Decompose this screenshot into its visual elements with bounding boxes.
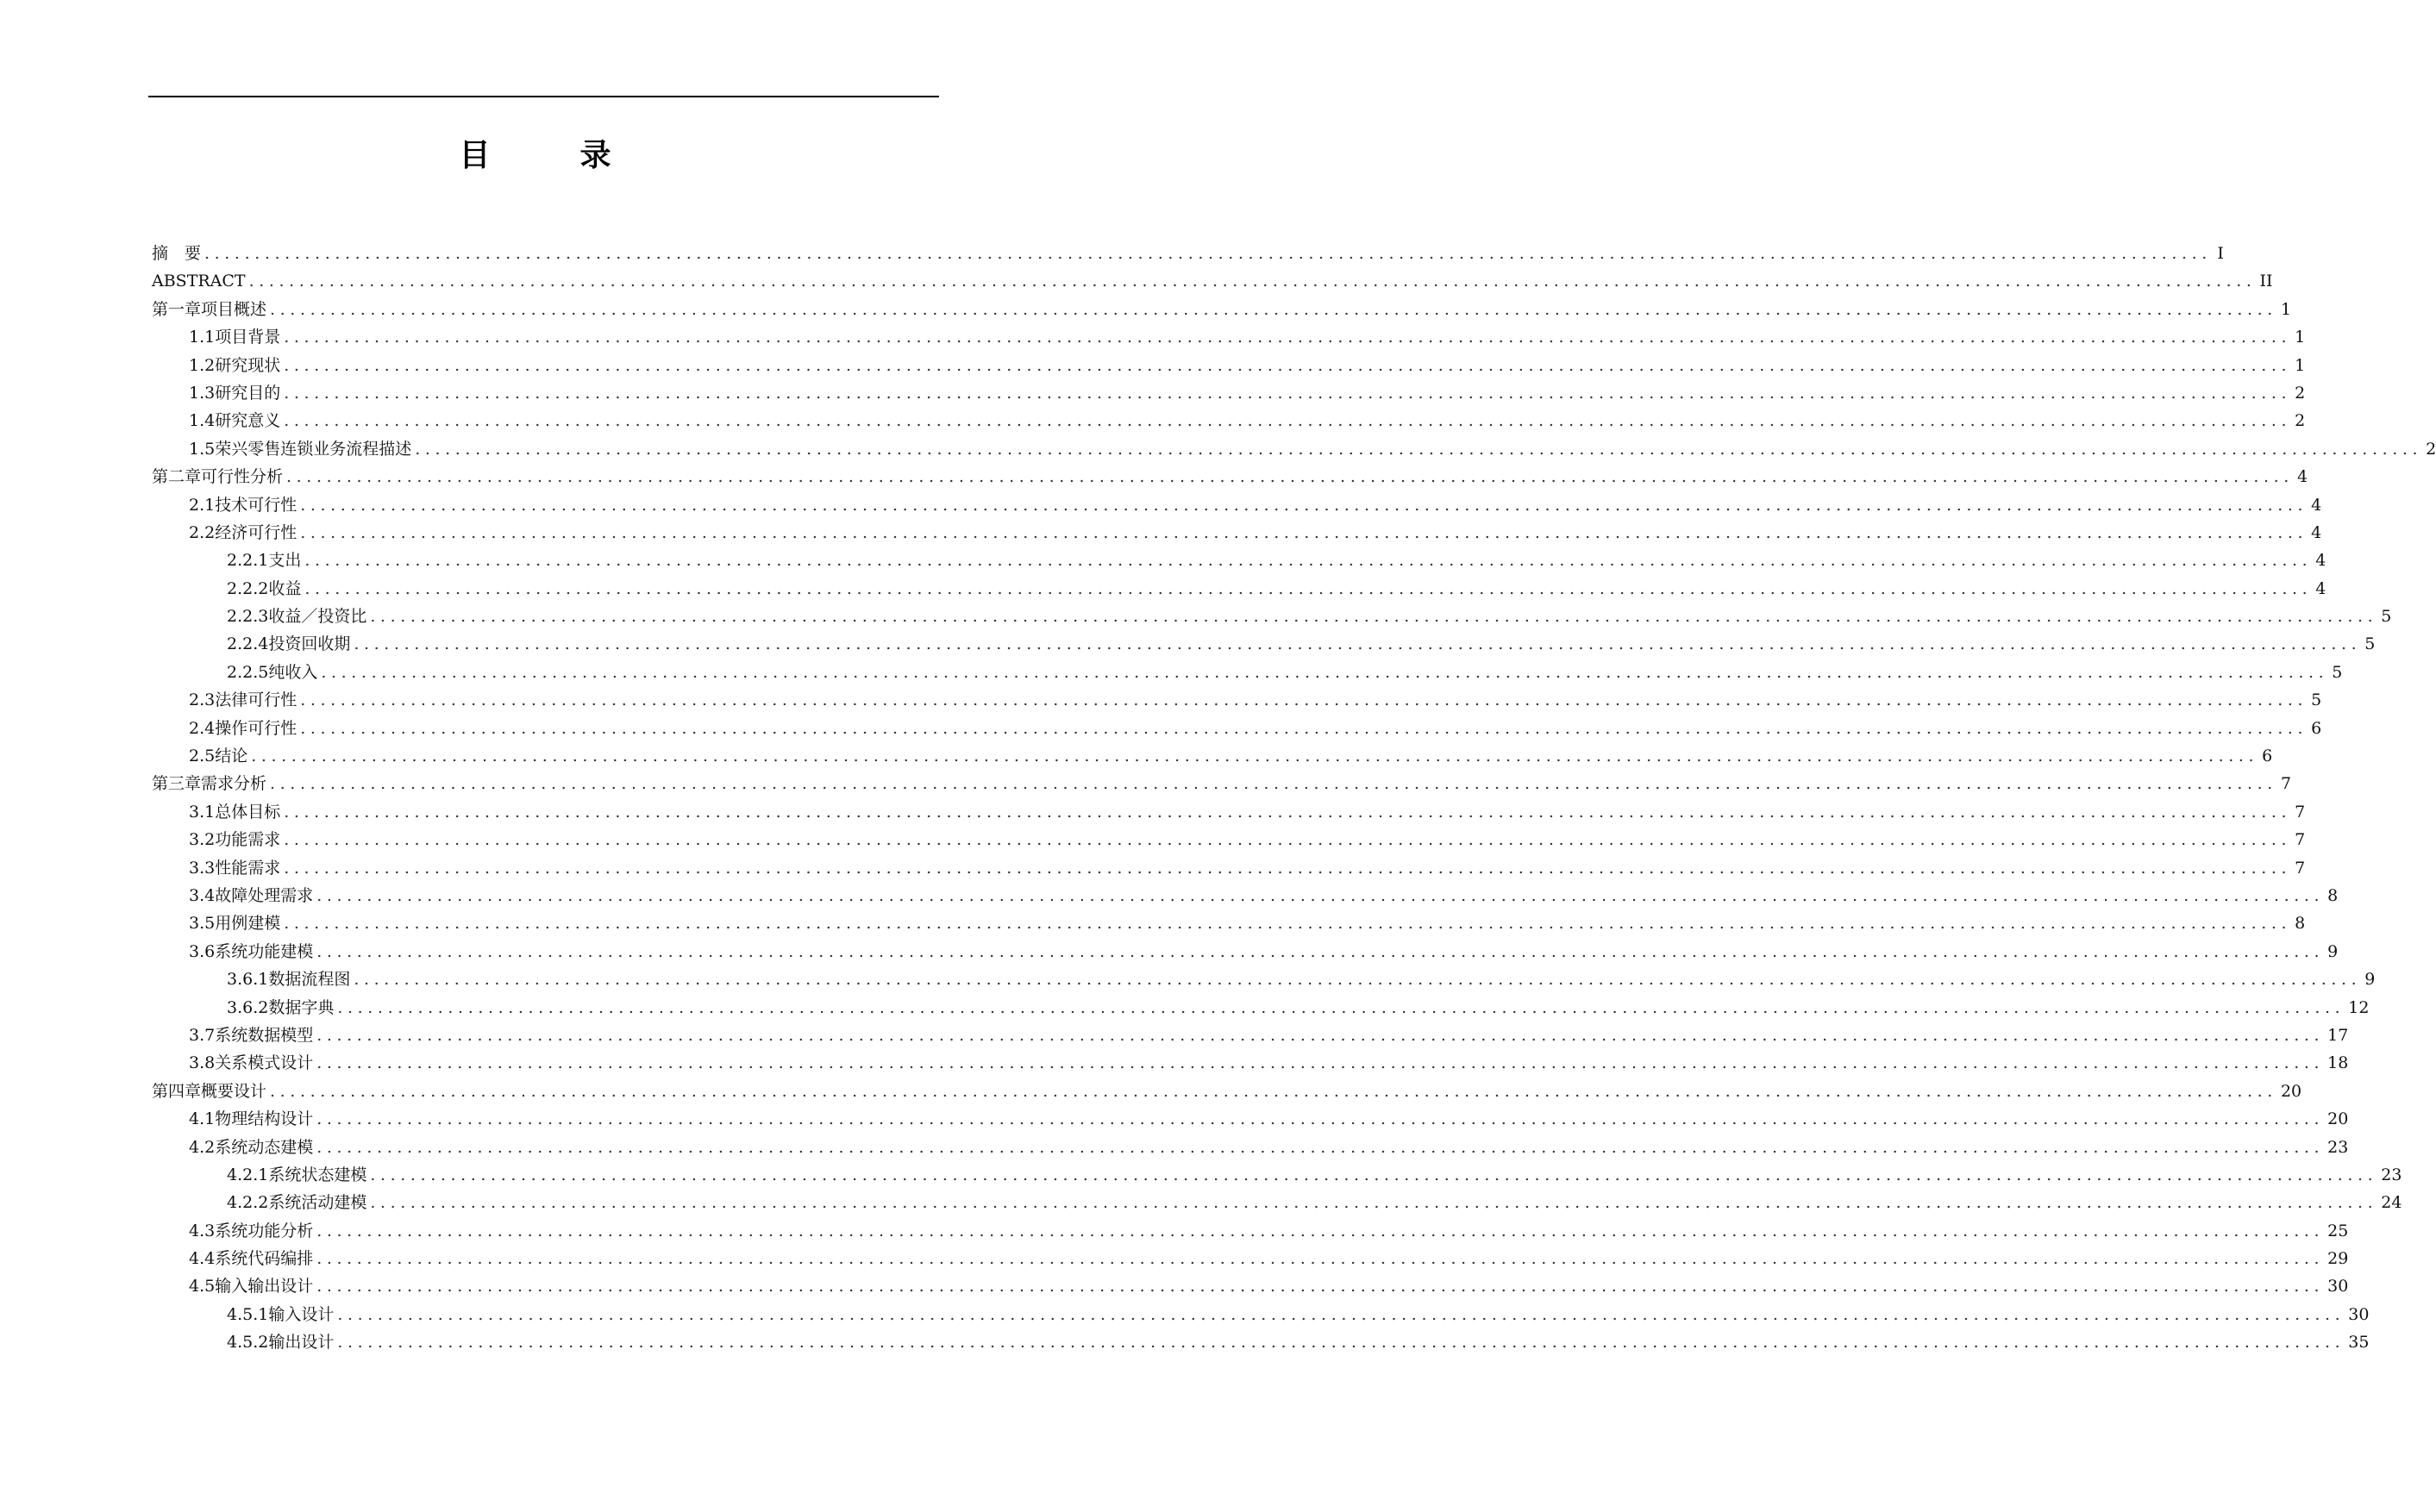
toc-entry[interactable] — [152, 1328, 2370, 1356]
dot-leader: ........................................................................................................................................................................................................ — [251, 747, 2259, 766]
dot-leader: ........................................................................................................................................................................................................ — [270, 299, 2277, 319]
dot-leader: ........................................................................................................................................................................................................ — [204, 244, 2212, 263]
toc-entry-page-number: 5 — [2364, 634, 2376, 654]
toc-entry[interactable] — [152, 1245, 2349, 1272]
dot-leader: ........................................................................................................................................................................................................ — [300, 495, 2308, 515]
toc-entry-page-number: 1 — [2295, 328, 2306, 347]
dot-leader: ........................................................................................................................................................................................................ — [316, 1025, 2325, 1045]
toc-entry-number: 4.3 — [189, 1221, 216, 1240]
toc-entry-label: 技术可行性 — [215, 495, 297, 515]
toc-entry-number: 1.1 — [189, 328, 216, 347]
toc-entry-number: 2.3 — [189, 690, 216, 710]
toc-entry-label: 纯收入 — [268, 662, 318, 682]
toc-entry-number: 第二章 — [152, 467, 202, 487]
toc-entry-page-number: 6 — [2262, 747, 2273, 766]
toc-entry-number: 4.5.1 — [227, 1304, 269, 1324]
toc-entry-label: ABSTRACT — [152, 272, 246, 291]
toc-entry-label: 收益／投资比 — [268, 607, 367, 627]
toc-entry[interactable] — [152, 240, 2224, 267]
toc-entry-page-number: II — [2259, 272, 2273, 291]
toc-entry-number: 2.2.5 — [227, 662, 269, 682]
dot-leader: ........................................................................................................................................................................................................ — [316, 1249, 2325, 1269]
dot-leader: ........................................................................................................................................................................................................ — [354, 970, 2362, 990]
toc-entry[interactable] — [152, 323, 2306, 351]
toc-entry-page-number: I — [2217, 244, 2224, 263]
toc-entry-number: 3.4 — [189, 885, 216, 905]
toc-entry-label: 项目概述 — [201, 299, 267, 319]
toc-entry[interactable] — [152, 547, 2326, 574]
toc-entry[interactable] — [152, 1022, 2349, 1049]
toc-entry-label: 系统代码编排 — [215, 1249, 314, 1269]
toc-entry-label: 系统功能分析 — [215, 1221, 314, 1240]
toc-entry-label: 可行性分析 — [201, 467, 284, 487]
toc-entry-page-number: 6 — [2311, 718, 2322, 738]
toc-entry-label: 故障处理需求 — [215, 885, 314, 905]
toc-entry-page-number: 5 — [2311, 690, 2322, 710]
toc-entry-label: 投资回收期 — [268, 634, 351, 654]
toc-entry-number: 4.2.2 — [227, 1193, 269, 1213]
toc-entry-number: 4.2 — [189, 1137, 216, 1157]
dot-leader: ........................................................................................................................................................................................................ — [316, 1221, 2325, 1240]
dot-leader: ........................................................................................................................................................................................................ — [286, 467, 2294, 487]
toc-entry-label: 需求分析 — [201, 774, 267, 794]
toc-entry-page-number: 17 — [2327, 1025, 2349, 1045]
toc-entry[interactable] — [152, 1105, 2349, 1133]
toc-entry-label: 系统功能建模 — [215, 941, 314, 961]
toc-entry-number: 1.2 — [189, 355, 216, 375]
toc-entry-number: 1.5 — [189, 439, 216, 459]
dot-leader: ........................................................................................................................................................................................................ — [300, 718, 2308, 738]
toc-entry[interactable] — [152, 519, 2322, 547]
toc-entry-number: 3.2 — [189, 830, 216, 850]
toc-entry-page-number: 30 — [2327, 1277, 2349, 1296]
toc-entry-page-number: 7 — [2280, 774, 2292, 794]
toc-entry-page-number: 7 — [2295, 858, 2306, 878]
toc-entry-page-number: 2 — [2426, 439, 2436, 459]
toc-entry-label: 摘 要 — [152, 244, 202, 263]
dot-leader: ........................................................................................................................................................................................................ — [304, 578, 2313, 598]
toc-entry-label: 荣兴零售连锁业务流程描述 — [215, 439, 412, 459]
toc-entry-number: 2.2.1 — [227, 551, 269, 571]
toc-entry[interactable] — [152, 826, 2306, 853]
dot-leader: ........................................................................................................................................................................................................ — [316, 885, 2325, 905]
toc-entry-number: 3.3 — [189, 858, 216, 878]
dot-leader: ........................................................................................................................................................................................................ — [300, 690, 2308, 710]
toc-entry-number: 3.6.1 — [227, 970, 269, 990]
toc-entry[interactable] — [152, 770, 2292, 797]
toc-entry-page-number: 5 — [2381, 607, 2392, 627]
toc-entry-page-number: 5 — [2332, 662, 2343, 682]
toc-entry-number: 2.2.2 — [227, 578, 269, 598]
toc-entry-label: 法律可行性 — [215, 690, 297, 710]
toc-entry-label: 数据流程图 — [268, 970, 351, 990]
toc-entry-label: 支出 — [268, 551, 302, 571]
toc-entry-number: 4.4 — [189, 1249, 216, 1269]
dot-leader: ........................................................................................................................................................................................................ — [415, 439, 2423, 459]
table-of-contents — [152, 240, 2436, 1357]
toc-entry[interactable] — [152, 909, 2306, 937]
toc-entry-page-number: 4 — [2311, 522, 2322, 542]
toc-entry-page-number: 4 — [2315, 551, 2326, 571]
toc-entry[interactable] — [152, 882, 2339, 909]
toc-entry[interactable] — [152, 463, 2308, 490]
toc-entry[interactable] — [152, 296, 2292, 323]
toc-entry[interactable] — [152, 1049, 2349, 1077]
toc-entry-label: 概要设计 — [201, 1081, 267, 1101]
toc-entry-label: 输出设计 — [268, 1333, 335, 1353]
dot-leader: ........................................................................................................................................................................................................ — [284, 355, 2292, 375]
dot-leader: ........................................................................................................................................................................................................ — [370, 607, 2378, 627]
toc-entry[interactable] — [152, 491, 2322, 519]
toc-entry-label: 输入设计 — [268, 1304, 335, 1324]
dot-leader: ........................................................................................................................................................................................................ — [316, 1137, 2325, 1157]
toc-entry-page-number: 23 — [2327, 1137, 2349, 1157]
dot-leader: ........................................................................................................................................................................................................ — [316, 1109, 2325, 1129]
toc-entry[interactable] — [152, 575, 2326, 603]
toc-entry-page-number: 12 — [2348, 997, 2370, 1017]
toc-entry-number: 3.6.2 — [227, 997, 269, 1017]
toc-entry[interactable] — [152, 994, 2370, 1022]
toc-entry-number: 2.2.3 — [227, 607, 269, 627]
toc-entry-page-number: 4 — [2311, 495, 2322, 515]
toc-entry-number: 4.1 — [189, 1109, 216, 1129]
toc-entry[interactable] — [152, 798, 2306, 826]
toc-entry[interactable] — [152, 630, 2376, 658]
dot-leader: ........................................................................................................................................................................................................ — [248, 272, 2257, 291]
toc-entry-number: 3.7 — [189, 1025, 216, 1045]
toc-entry-label: 性能需求 — [215, 858, 281, 878]
toc-entry[interactable] — [152, 1301, 2370, 1328]
toc-entry-label: 数据字典 — [268, 997, 335, 1017]
dot-leader: ........................................................................................................................................................................................................ — [284, 802, 2292, 822]
toc-entry-page-number: 4 — [2296, 467, 2308, 487]
dot-leader: ........................................................................................................................................................................................................ — [354, 634, 2362, 654]
dot-leader: ........................................................................................................................................................................................................ — [316, 1277, 2325, 1296]
toc-entry[interactable] — [152, 1217, 2349, 1245]
dot-leader: ........................................................................................................................................................................................................ — [370, 1193, 2378, 1213]
toc-entry-page-number: 18 — [2327, 1053, 2349, 1073]
toc-entry-number: 3.1 — [189, 802, 216, 822]
toc-entry[interactable] — [152, 686, 2322, 714]
toc-entry-number: 第四章 — [152, 1081, 202, 1101]
header-rule — [148, 96, 939, 97]
toc-entry-label: 总体目标 — [215, 802, 281, 822]
toc-entry[interactable] — [152, 742, 2273, 770]
toc-entry[interactable] — [152, 379, 2306, 407]
toc-entry-number: 2.1 — [189, 495, 216, 515]
toc-entry[interactable] — [152, 352, 2306, 379]
toc-entry-label: 结论 — [215, 747, 248, 766]
toc-entry-number: 2.2 — [189, 522, 216, 542]
toc-entry-label: 研究目的 — [215, 383, 281, 403]
toc-entry[interactable] — [152, 603, 2392, 630]
dot-leader: ........................................................................................................................................................................................................ — [284, 830, 2292, 850]
toc-entry-page-number: 35 — [2348, 1333, 2370, 1353]
dot-leader: ........................................................................................................................................................................................................ — [337, 1304, 2345, 1324]
toc-entry-page-number: 9 — [2327, 941, 2339, 961]
toc-entry[interactable] — [152, 938, 2339, 965]
toc-entry[interactable] — [152, 1189, 2402, 1216]
toc-entry[interactable] — [152, 715, 2322, 742]
toc-entry-page-number: 7 — [2295, 802, 2306, 822]
toc-entry-page-number: 20 — [2280, 1081, 2302, 1101]
toc-entry-page-number: 20 — [2327, 1109, 2349, 1129]
toc-entry-page-number: 29 — [2327, 1249, 2349, 1269]
toc-entry-label: 功能需求 — [215, 830, 281, 850]
toc-entry-number: 2.4 — [189, 718, 216, 738]
toc-entry-number: 2.5 — [189, 747, 216, 766]
toc-entry-number: 3.6 — [189, 941, 216, 961]
toc-entry-number: 2.2.4 — [227, 634, 269, 654]
toc-entry-page-number: 7 — [2295, 830, 2306, 850]
dot-leader: ........................................................................................................................................................................................................ — [284, 383, 2292, 403]
toc-entry[interactable] — [152, 965, 2376, 993]
toc-entry-number: 4.2.1 — [227, 1165, 269, 1184]
toc-entry-page-number: 1 — [2295, 355, 2306, 375]
toc-entry[interactable] — [152, 1161, 2402, 1189]
toc-entry-number: 第一章 — [152, 299, 202, 319]
toc-entry-label: 关系模式设计 — [215, 1053, 314, 1073]
dot-leader: ........................................................................................................................................................................................................ — [316, 1053, 2325, 1073]
dot-leader: ........................................................................................................................................................................................................ — [300, 522, 2308, 542]
toc-entry-page-number: 2 — [2295, 383, 2306, 403]
toc-entry-label: 物理结构设计 — [215, 1109, 314, 1129]
toc-entry-number: 第三章 — [152, 774, 202, 794]
dot-leader: ........................................................................................................................................................................................................ — [321, 662, 2329, 682]
toc-entry-number: 4.5.2 — [227, 1333, 269, 1353]
toc-entry-label: 系统状态建模 — [268, 1165, 367, 1184]
toc-entry-label: 系统活动建模 — [268, 1193, 367, 1213]
toc-entry-page-number: 24 — [2381, 1193, 2402, 1213]
toc-entry[interactable] — [152, 659, 2343, 686]
dot-leader: ........................................................................................................................................................................................................ — [270, 774, 2277, 794]
toc-entry-page-number: 25 — [2327, 1221, 2349, 1240]
toc-entry-page-number: 23 — [2381, 1165, 2402, 1184]
dot-leader: ........................................................................................................................................................................................................ — [270, 1081, 2277, 1101]
toc-entry-label: 系统动态建模 — [215, 1137, 314, 1157]
page-title: 目 录 — [459, 138, 641, 173]
dot-leader: ........................................................................................................................................................................................................ — [337, 1333, 2345, 1353]
dot-leader: ........................................................................................................................................................................................................ — [284, 914, 2292, 934]
dot-leader: ........................................................................................................................................................................................................ — [316, 941, 2325, 961]
dot-leader: ........................................................................................................................................................................................................ — [304, 551, 2313, 571]
toc-entry-page-number: 2 — [2295, 411, 2306, 431]
toc-entry-label: 用例建模 — [215, 914, 281, 934]
toc-entry-page-number: 9 — [2364, 970, 2376, 990]
dot-leader: ........................................................................................................................................................................................................ — [284, 411, 2292, 431]
dot-leader: ........................................................................................................................................................................................................ — [370, 1165, 2378, 1184]
dot-leader: ........................................................................................................................................................................................................ — [337, 997, 2345, 1017]
toc-entry-label: 研究现状 — [215, 355, 281, 375]
toc-entry-number: 4.5 — [189, 1277, 216, 1296]
toc-entry-page-number: 1 — [2280, 299, 2292, 319]
toc-entry[interactable] — [152, 407, 2306, 434]
toc-entry-label: 项目背景 — [215, 328, 281, 347]
toc-entry[interactable] — [152, 1272, 2349, 1300]
toc-entry[interactable] — [152, 854, 2306, 882]
toc-entry-label: 输入输出设计 — [215, 1277, 314, 1296]
toc-entry[interactable] — [152, 267, 2273, 295]
dot-leader: ........................................................................................................................................................................................................ — [284, 858, 2292, 878]
toc-entry-label: 研究意义 — [215, 411, 281, 431]
toc-entry-label: 操作可行性 — [215, 718, 297, 738]
toc-entry-page-number: 8 — [2327, 885, 2339, 905]
toc-entry-page-number: 30 — [2348, 1304, 2370, 1324]
toc-entry[interactable] — [152, 435, 2436, 463]
toc-entry-label: 收益 — [268, 578, 302, 598]
toc-entry[interactable] — [152, 1078, 2302, 1105]
toc-entry[interactable] — [152, 1134, 2349, 1161]
toc-entry-number: 3.5 — [189, 914, 216, 934]
toc-entry-page-number: 8 — [2295, 914, 2306, 934]
dot-leader: ........................................................................................................................................................................................................ — [284, 328, 2292, 347]
toc-entry-label: 经济可行性 — [215, 522, 297, 542]
toc-entry-label: 系统数据模型 — [215, 1025, 314, 1045]
toc-entry-page-number: 4 — [2315, 578, 2326, 598]
toc-entry-number: 1.3 — [189, 383, 216, 403]
toc-entry-number: 1.4 — [189, 411, 216, 431]
toc-entry-number: 3.8 — [189, 1053, 216, 1073]
